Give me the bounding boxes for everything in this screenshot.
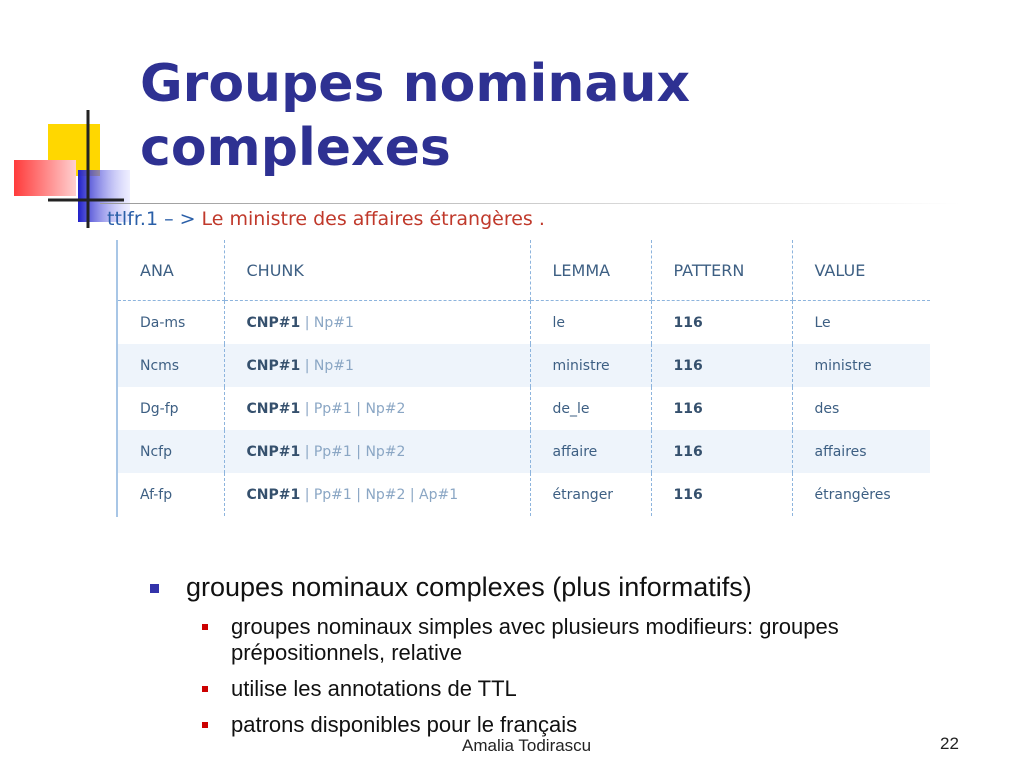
chunk-rest: | Pp#1 | Np#2 bbox=[304, 400, 406, 417]
decorative-squares bbox=[0, 0, 140, 240]
slide-number: 22 bbox=[940, 734, 959, 753]
title-line-2: complexes bbox=[140, 118, 451, 178]
chunk-rest: | Pp#1 | Np#2 bbox=[304, 443, 406, 460]
chunk-rest: | Np#1 bbox=[304, 357, 354, 374]
bullet-sub: utilise les annotations de TTL bbox=[150, 676, 970, 702]
cell-ana: Af-fp bbox=[140, 486, 173, 503]
bullet-list bbox=[150, 570, 970, 738]
cell-ana: Da-ms bbox=[140, 314, 186, 331]
title-line-1: Groupes nominaux bbox=[140, 54, 691, 114]
bullet-main: groupes nominaux complexes (plus informatifs) bbox=[150, 570, 970, 604]
title-divider bbox=[100, 203, 960, 204]
chunk-main: CNP#1 bbox=[246, 314, 301, 331]
cell-ana: Ncfp bbox=[118, 430, 224, 473]
query-arrow: – > bbox=[164, 208, 196, 230]
column-header-value: VALUE bbox=[792, 240, 930, 301]
cell-value: étrangères bbox=[792, 473, 930, 516]
table-row bbox=[118, 301, 930, 345]
cell-value: ministre bbox=[792, 344, 930, 387]
column-header-chunk: CHUNK bbox=[224, 240, 530, 301]
cell-chunk bbox=[224, 301, 530, 345]
cell-value: des bbox=[792, 387, 930, 430]
cell-chunk bbox=[224, 430, 530, 473]
cell-ana: Ncms bbox=[118, 344, 224, 387]
cell-pattern: 116 bbox=[651, 301, 792, 345]
query-id: ttlfr.1 bbox=[107, 208, 159, 230]
cell-chunk bbox=[224, 387, 530, 430]
cell-pattern: 116 bbox=[651, 473, 792, 516]
cell-lemma: de_le bbox=[530, 387, 651, 430]
cell-pattern: 116 bbox=[651, 344, 792, 387]
cell-chunk bbox=[224, 473, 530, 516]
cell-pattern: 116 bbox=[651, 387, 792, 430]
cell-lemma: le bbox=[530, 301, 651, 345]
cell-lemma: affaire bbox=[530, 430, 651, 473]
cell-pattern: 116 bbox=[651, 430, 792, 473]
bullet-sub: groupes nominaux simples avec plusieurs modifieurs: groupes prépositionnels, relative bbox=[150, 614, 970, 666]
query-line bbox=[107, 208, 545, 230]
query-sentence: Le ministre des affaires étrangères . bbox=[201, 208, 545, 230]
table-row bbox=[118, 387, 930, 430]
cell-lemma: ministre bbox=[530, 344, 651, 387]
column-header-ana: ANA bbox=[118, 240, 224, 301]
table-row bbox=[118, 473, 930, 516]
chunk-main: CNP#1 bbox=[246, 443, 301, 460]
column-header-pattern: PATTERN bbox=[651, 240, 792, 301]
annotation-table bbox=[116, 240, 930, 517]
table-row bbox=[118, 430, 930, 473]
chunk-main: CNP#1 bbox=[246, 357, 301, 374]
table-row bbox=[118, 344, 930, 387]
cell-chunk bbox=[224, 344, 530, 387]
cell-value: affaires bbox=[792, 430, 930, 473]
chunk-main: CNP#1 bbox=[246, 486, 301, 503]
table-header-row bbox=[118, 240, 930, 301]
cell-ana: Dg-fp bbox=[140, 400, 179, 417]
chunk-rest: | Pp#1 | Np#2 | Ap#1 bbox=[304, 486, 459, 503]
chunk-rest: | Np#1 bbox=[304, 314, 354, 331]
cell-lemma: étranger bbox=[530, 473, 651, 516]
bullet-sub: patrons disponibles pour le français bbox=[150, 712, 970, 738]
cell-value: Le bbox=[792, 301, 930, 345]
slide-title bbox=[140, 52, 1000, 180]
chunk-main: CNP#1 bbox=[246, 400, 301, 417]
column-header-lemma: LEMMA bbox=[530, 240, 651, 301]
footer-author: Amalia Todirascu bbox=[462, 736, 592, 755]
